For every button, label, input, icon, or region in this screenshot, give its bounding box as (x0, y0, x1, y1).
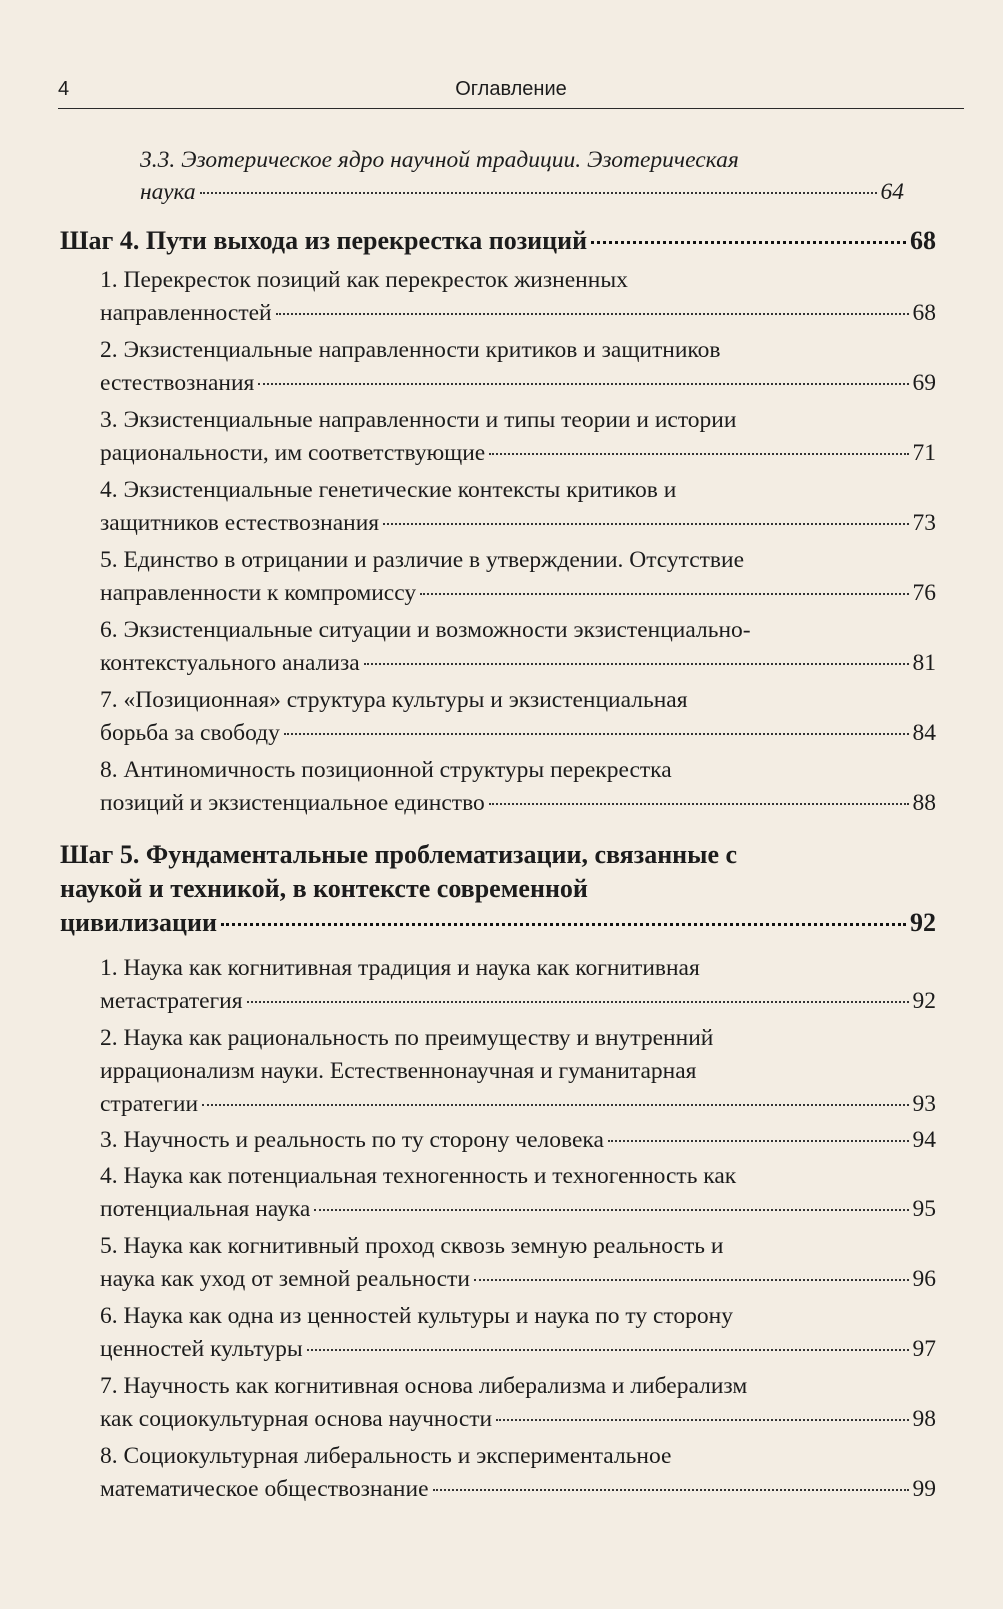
toc-entry-4-8[interactable] (100, 754, 936, 820)
page-number: 4 (58, 78, 70, 100)
toc-entry-5-5[interactable] (100, 1230, 936, 1296)
page-ref: 98 (912, 1406, 936, 1432)
dot-leader (474, 1279, 909, 1281)
page-ref: 64 (880, 179, 904, 205)
toc-entry-text: 3. Экзистенциальные направленности и типы теории и истории (100, 407, 737, 433)
toc-entry-text: метастратегия (100, 988, 243, 1014)
toc-entry-text: потенциальная наука (100, 1196, 311, 1222)
toc-entry-text: 6. Наука как одна из ценностей культуры и наука по ту сторону (100, 1303, 733, 1329)
dot-leader (364, 663, 909, 665)
dot-leader (591, 241, 906, 244)
dot-leader (247, 1001, 909, 1003)
toc-entry-4-2[interactable] (100, 334, 936, 400)
toc-entry-text: контекстуального анализа (100, 650, 360, 676)
toc-entry-text: 1. Перекресток позиций как перекресток жизненных (100, 267, 628, 293)
toc-entry-5-2[interactable] (100, 1022, 936, 1121)
running-header (58, 74, 964, 109)
toc-entry-5-7[interactable] (100, 1370, 936, 1436)
toc-entry-5-8[interactable] (100, 1440, 936, 1506)
page-ref: 71 (912, 440, 936, 466)
toc-entry-3-3[interactable] (140, 144, 904, 208)
toc-entry-4-5[interactable] (100, 544, 936, 610)
page-ref: 73 (912, 510, 936, 536)
toc-entry-text: рациональности, им соответствующие (100, 440, 486, 466)
toc-entry-text: как социокультурная основа научности (100, 1406, 493, 1432)
toc-entry-text: защитников естествознания (100, 510, 380, 536)
dot-leader (200, 192, 877, 194)
toc-entry-text: 5. Единство в отрицании и различие в утверждении. Отсутствие (100, 547, 745, 573)
toc-entry-text: 5. Наука как когнитивный проход сквозь земную реальность и (100, 1233, 724, 1259)
toc-entry-text: 8. Социокультурная либеральность и экспериментальное (100, 1443, 672, 1469)
page-ref: 96 (912, 1266, 936, 1292)
page-ref: 94 (912, 1127, 936, 1153)
dot-leader (307, 1349, 909, 1351)
dot-leader (433, 1489, 909, 1491)
page-ref: 92 (912, 988, 936, 1014)
dot-leader (489, 803, 909, 805)
toc-chapter-step-5[interactable] (60, 838, 936, 940)
toc-entry-text: 1. Наука как когнитивная традиция и наука как когнитивная (100, 955, 700, 981)
dot-leader (608, 1140, 909, 1142)
toc-entry-text: 4. Экзистенциальные генетические контексты критиков и (100, 477, 677, 503)
dot-leader (221, 923, 906, 926)
dot-leader (314, 1209, 908, 1211)
chapter-title: Шаг 4. Пути выхода из перекрестка позиций (60, 226, 588, 255)
dot-leader (284, 733, 909, 735)
toc-entry-text: 7. «Позиционная» структура культуры и экзистенциальная (100, 687, 688, 713)
toc-chapter-step-4[interactable] (60, 224, 936, 258)
dot-leader (489, 453, 908, 455)
toc-entry-text: направленности к компромиссу (100, 580, 417, 606)
page-ref: 88 (912, 790, 936, 816)
toc-entry-text: наука (140, 179, 196, 205)
page-ref: 93 (912, 1091, 936, 1117)
toc-entry-5-4[interactable] (100, 1160, 936, 1226)
chapter-title: цивилизации (60, 908, 217, 937)
page-ref: 97 (912, 1336, 936, 1362)
toc-entry-text: наука как уход от земной реальности (100, 1266, 470, 1292)
page-ref: 76 (912, 580, 936, 606)
toc-entry-text: 2. Экзистенциальные направленности критиков и защитников (100, 337, 721, 363)
toc-entry-text: математическое обществознание (100, 1476, 429, 1502)
toc-entry-text: позиций и экзистенциальное единство (100, 790, 485, 816)
toc-entry-4-6[interactable] (100, 614, 936, 680)
toc-entry-5-1[interactable] (100, 952, 936, 1018)
page-ref: 95 (912, 1196, 936, 1222)
toc-entry-text: 3. Научность и реальность по ту сторону человека (100, 1127, 604, 1153)
dot-leader (420, 593, 908, 595)
dot-leader (202, 1104, 908, 1106)
toc-entry-text: 3.3. Эзотерическое ядро научной традиции. Эзотерическая (140, 147, 739, 173)
toc-entry-text: стратегии (100, 1091, 199, 1117)
page-ref: 68 (912, 300, 936, 326)
page-ref: 84 (912, 720, 936, 746)
dot-leader (496, 1419, 908, 1421)
toc-entry-4-3[interactable] (100, 404, 936, 470)
page-ref: 92 (910, 908, 936, 937)
toc-entry-4-1[interactable] (100, 264, 936, 330)
toc-entry-text: 4. Наука как потенциальная техногенность и техногенность как (100, 1163, 737, 1189)
toc-entry-text: направленностей (100, 300, 272, 326)
toc-entry-4-4[interactable] (100, 474, 936, 540)
toc-entry-text: 6. Экзистенциальные ситуации и возможности экзистенциально- (100, 617, 751, 643)
toc-entry-4-7[interactable] (100, 684, 936, 750)
toc-entry-text: 2. Наука как рациональность по преимуществу и внутренний (100, 1025, 714, 1051)
page-ref: 68 (910, 226, 936, 255)
toc-entry-text: 8. Антиномичность позиционной структуры перекрестка (100, 757, 672, 783)
toc-entry-text: иррационализм науки. Естественнонаучная и гуманитарная (100, 1058, 697, 1084)
dot-leader (383, 523, 908, 525)
chapter-title: Шаг 5. Фундаментальные проблематизации, связанные с (60, 840, 738, 869)
toc-entry-text: естествознания (100, 370, 255, 396)
toc-entry-text: ценностей культуры (100, 1336, 303, 1362)
toc-entry-text: 7. Научность как когнитивная основа либерализма и либерализм (100, 1373, 748, 1399)
running-title: Оглавление (455, 78, 567, 100)
page-ref: 69 (912, 370, 936, 396)
dot-leader (276, 313, 909, 315)
page-ref: 81 (912, 650, 936, 676)
dot-leader (258, 383, 908, 385)
chapter-title: наукой и техникой, в контексте современной (60, 874, 588, 903)
toc-entry-5-3[interactable] (100, 1124, 936, 1157)
toc-entry-text: борьба за свободу (100, 720, 280, 746)
toc-entry-5-6[interactable] (100, 1300, 936, 1366)
page-ref: 99 (912, 1476, 936, 1502)
